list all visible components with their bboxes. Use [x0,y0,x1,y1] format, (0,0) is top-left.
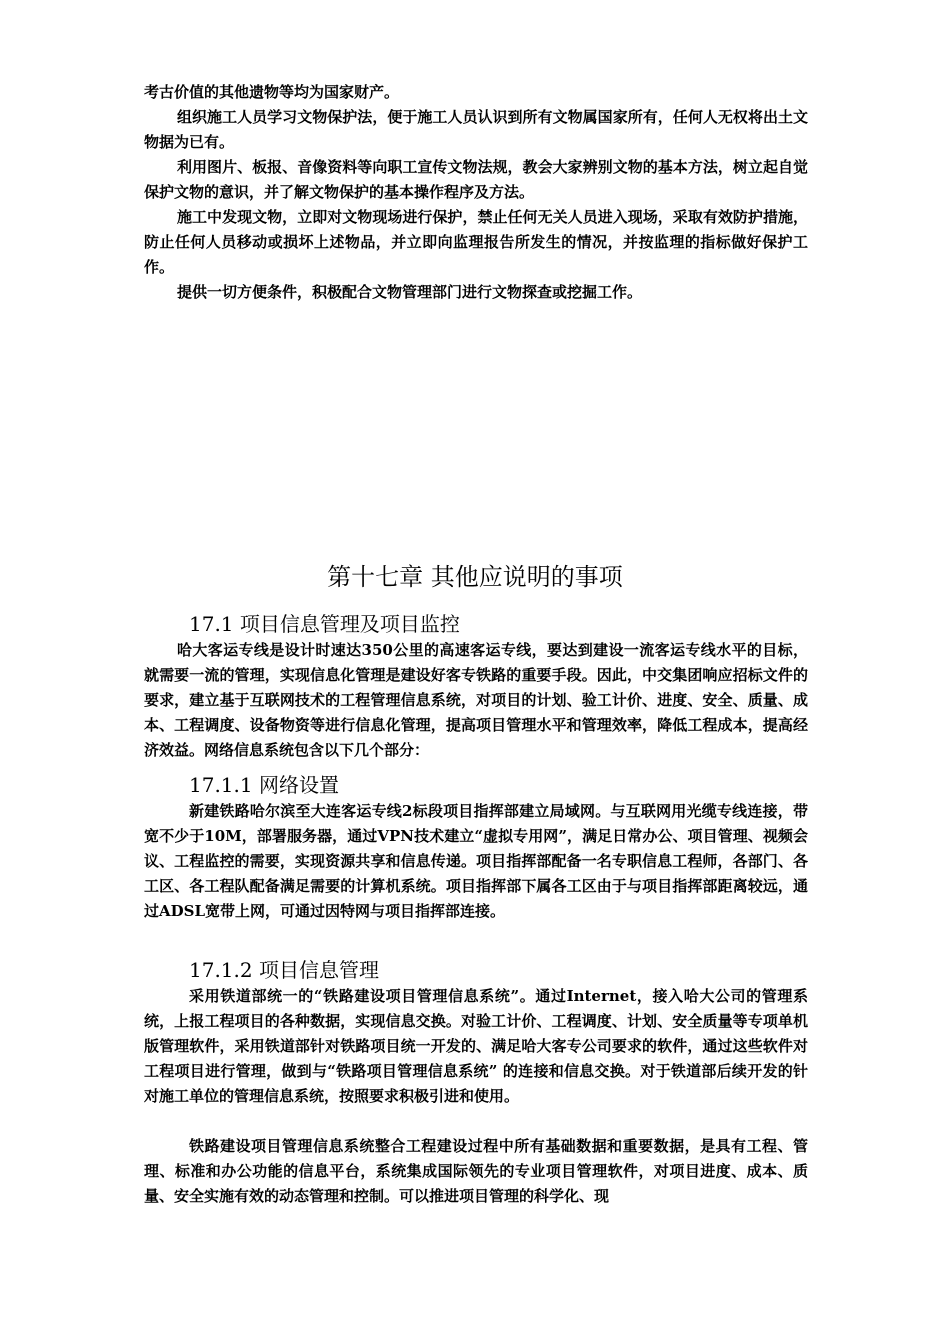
paragraph-cultural-relics-ownership: 考古价值的其他遗物等均为国家财产。 [144,83,400,101]
section-heading-17-1: 17.1 项目信息管理及项目监控 [189,612,460,636]
chapter-title: 第十七章 其他应说明的事项 [327,563,623,591]
paragraph-17-1-2-a: 采用铁道部统一的“铁路建设项目管理信息系统”。通过Internet，接入哈大公司的管理系统，上报工程项目的各种数据，实现信息交换。对验工计价、工程调度、计划、安全质量等专项单机版管理软件，采用铁道部针对铁路项目统一开发的、满足哈大客专公司要求的软件，通过这些软件对工程项目进行管理，做到与“铁路项目管理信息系统” 的连接和信息交换。对于铁道部后续开发的针对施工单位的管理信息系统，按照要求积极引进和使用。 [144,987,808,1105]
paragraph-cooperation: 提供一切方便条件，积极配合文物管理部门进行文物探查或挖掘工作。 [177,283,643,301]
paragraph-discovery-protection: 施工中发现文物，立即对文物现场进行保护，禁止任何无关人员进入现场，采取有效防护措施，防止任何人员移动或损坏上述物品，并立即向监理报告所发生的情况，并按监理的指标做好保护工作。 [144,208,808,276]
paragraph-17-1-1: 新建铁路哈尔滨至大连客运专线2标段项目指挥部建立局域网。与互联网用光缆专线连接，带宽不少于10M，部署服务器，通过VPN技术建立“虚拟专用网”，满足日常办公、项目管理、视频会议、工程监控的需要，实现资源共享和信息传递。项目指挥部配备一名专职信息工程师，各部门、各工区、各工程队配备满足需要的计算机系统。项目指挥部下属各工区由于与项目指挥部距离较远，通过ADSL宽带上网，可通过因特网与项目指挥部连接。 [144,802,808,920]
paragraph-publicity: 利用图片、板报、音像资料等向职工宣传文物法规，教会大家辨别文物的基本方法，树立起自觉保护文物的意识，并了解文物保护的基本操作程序及方法。 [144,158,808,201]
section-heading-17-1-2: 17.1.2 项目信息管理 [189,958,379,982]
paragraph-17-1: 哈大客运专线是设计时速达350公里的高速客运专线，要达到建设一流客运专线水平的目标，就需要一流的管理，实现信息化管理是建设好客专铁路的重要手段。因此，中交集团响应招标文件的要求，建立基于互联网技术的工程管理信息系统，对项目的计划、验工计价、进度、安全、质量、成本、工程调度、设备物资等进行信息化管理，提高项目管理水平和管理效率，降低工程成本，提高经济效益。网络信息系统包含以下几个部分： [144,641,808,759]
section-heading-17-1-1: 17.1.1 网络设置 [189,773,339,797]
paragraph-worker-training: 组织施工人员学习文物保护法，便于施工人员认识到所有文物属国家所有，任何人无权将出土文物据为已有。 [144,108,808,151]
paragraph-17-1-2-b: 铁路建设项目管理信息系统整合工程建设过程中所有基础数据和重要数据，是具有工程、管理、标准和办公功能的信息平台，系统集成国际领先的专业项目管理软件，对项目进度、成本、质量、安全实施有效的动态管理和控制。可以推进项目管理的科学化、现 [144,1137,808,1205]
